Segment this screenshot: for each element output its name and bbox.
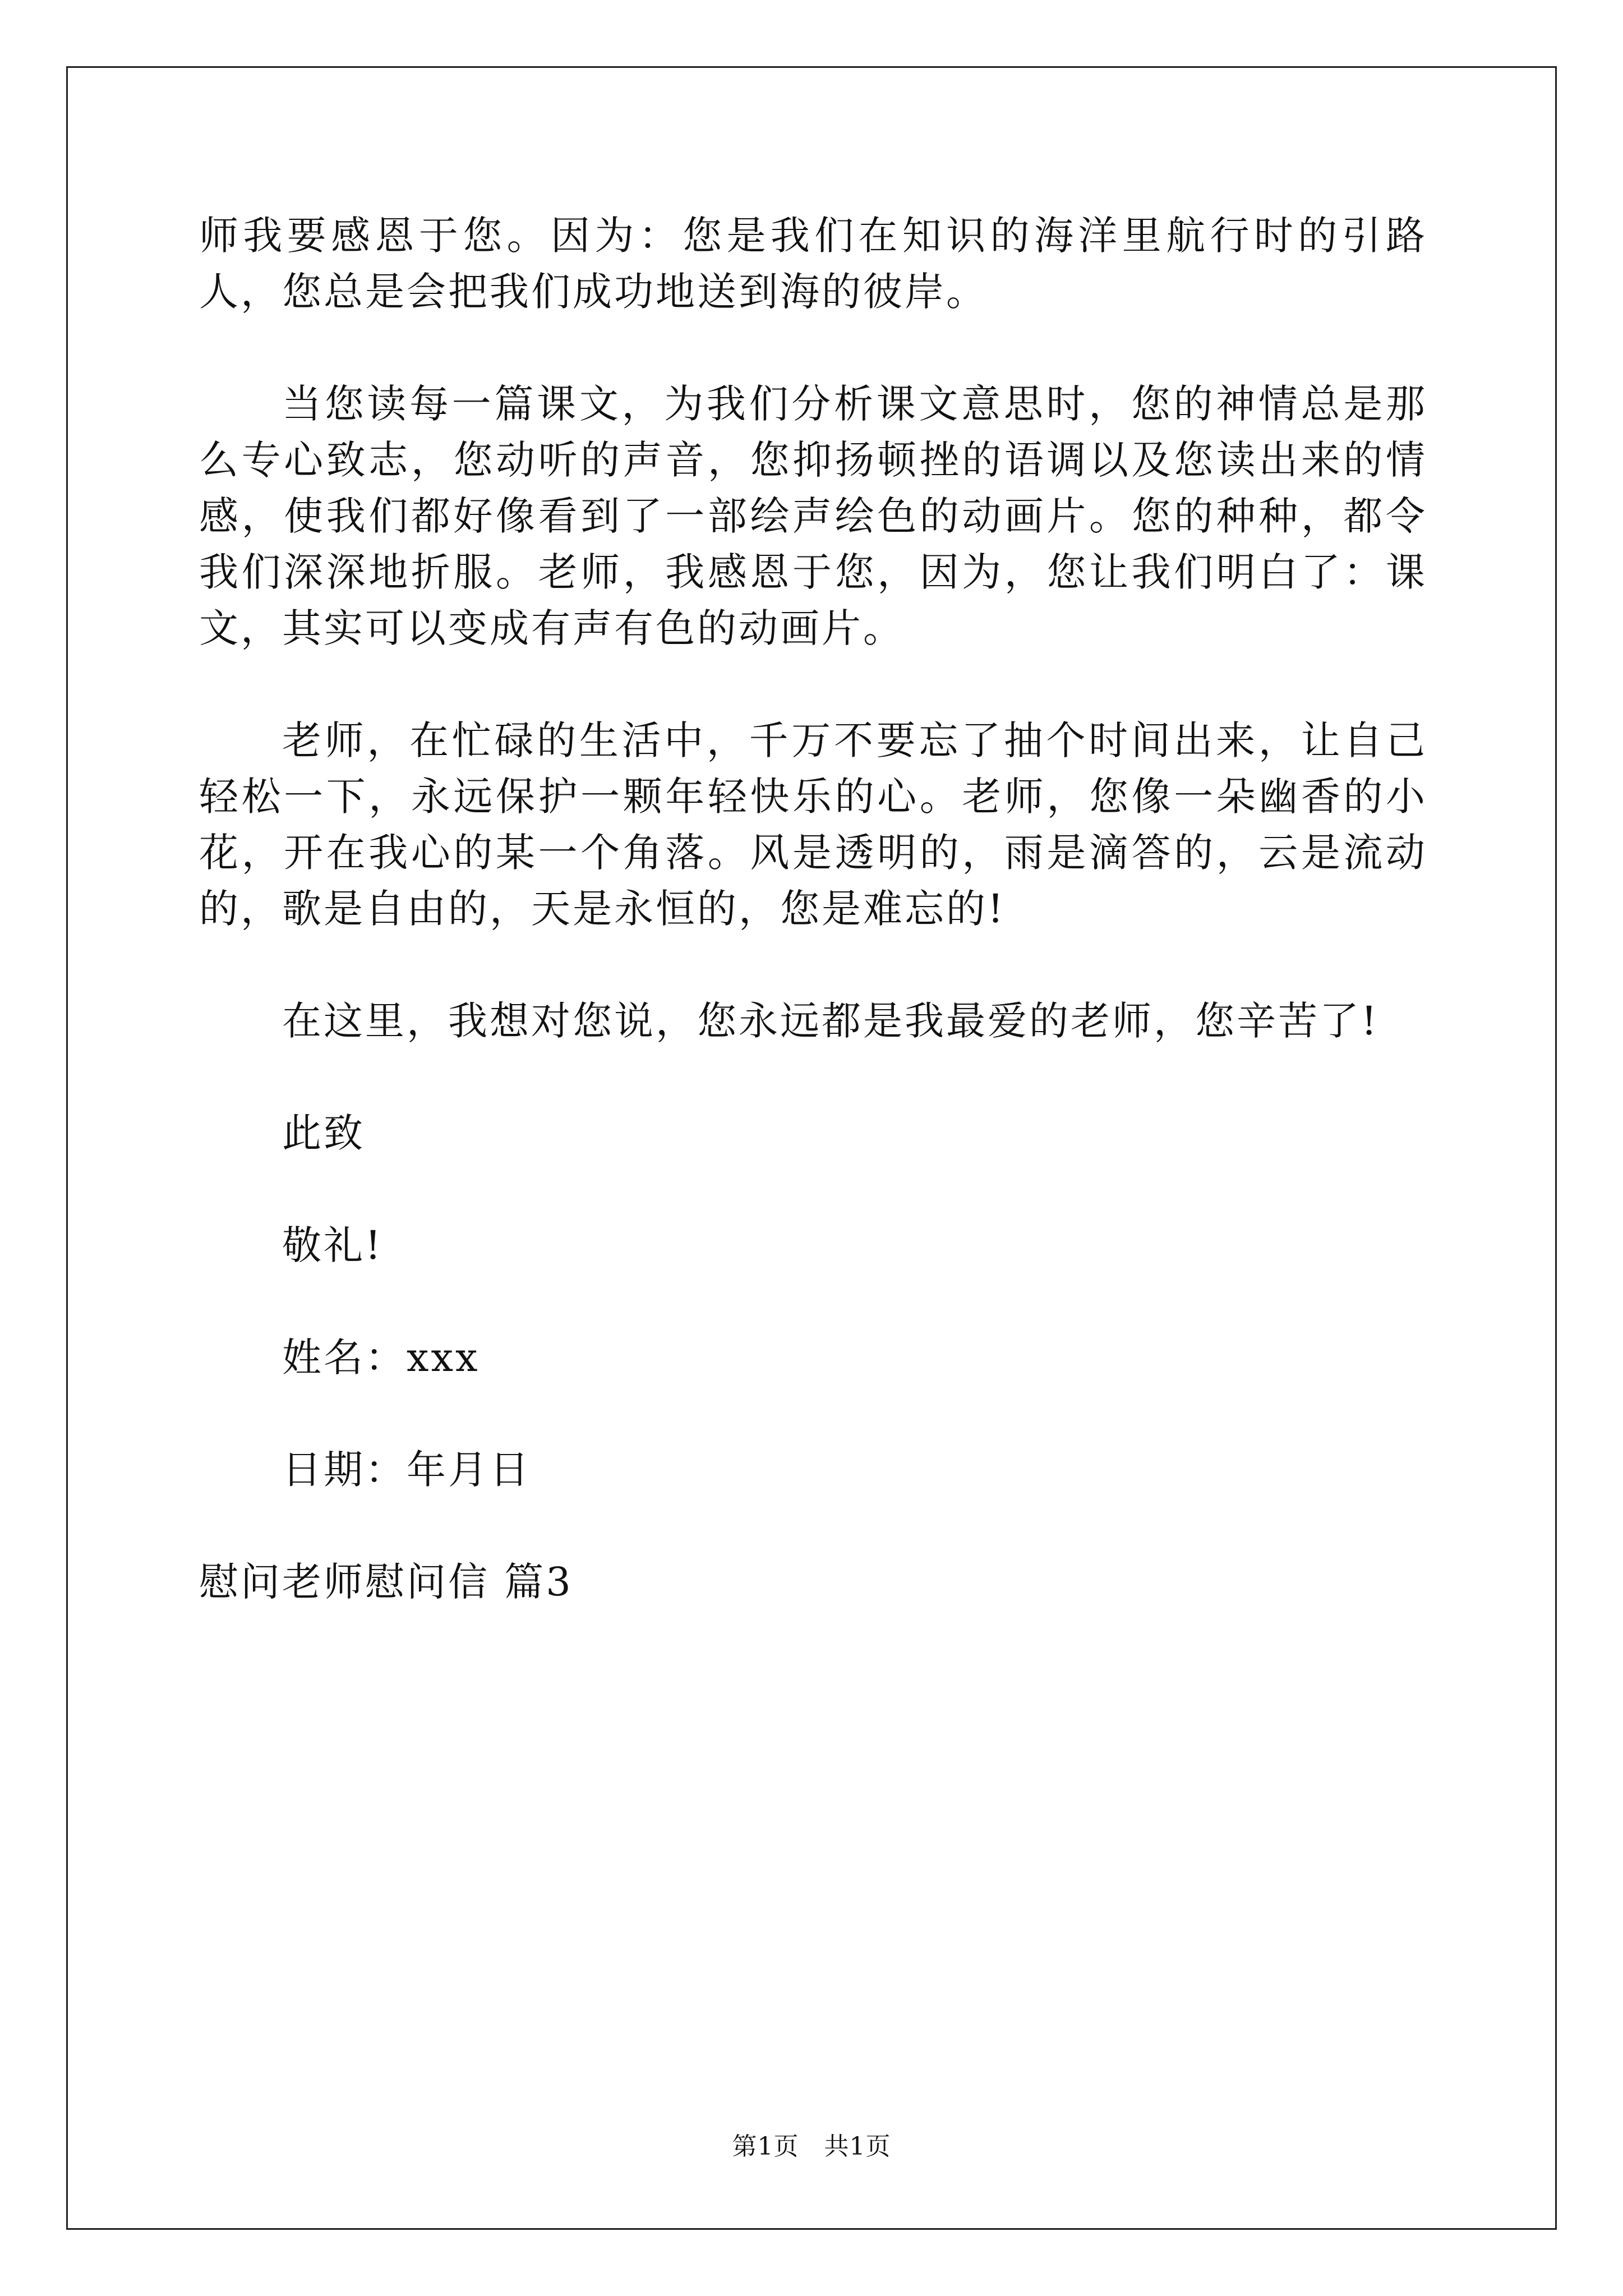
paragraph-continuation: 师我要感恩于您。因为：您是我们在知识的海洋里航行时的引路人，您总是会把我们成功地送到海的彼岸。 xyxy=(199,213,1427,315)
paragraph-relax-wish: 老师，在忙碌的生活中，千万不要忘了抽个时间出来，让自己轻松一下，永远保护一颗年轻快乐的心。老师，您像一朵幽香的小花，开在我心的某一个角落。风是透明的，雨是滴答的，云是流动的，歌是自由的，天是永恒的，您是难忘的! xyxy=(199,717,1427,932)
section-heading: 慰问老师慰问信 篇3 xyxy=(199,1559,573,1605)
salutation-jingli: 敬礼! xyxy=(282,1222,384,1268)
closing-line: 在这里，我想对您说，您永远都是我最爱的老师，您辛苦了! xyxy=(282,998,1380,1044)
document-body xyxy=(199,208,1427,1610)
page-footer: 第1页 共1页 xyxy=(732,2132,891,2161)
signature-name: 姓名：xxx xyxy=(282,1335,480,1381)
signature-date: 日期：年月日 xyxy=(282,1447,531,1493)
paragraph-lesson-reading: 当您读每一篇课文，为我们分析课文意思时，您的神情总是那么专心致志，您动听的声音，您抑扬顿挫的语调以及您读出来的情感，使我们都好像看到了一部绘声绘色的动画片。您的种种，都令我们深深地折服。老师，我感恩于您，因为，您让我们明白了：课文，其实可以变成有声有色的动画片。 xyxy=(199,381,1427,651)
salutation-cizhi: 此致 xyxy=(282,1110,365,1156)
